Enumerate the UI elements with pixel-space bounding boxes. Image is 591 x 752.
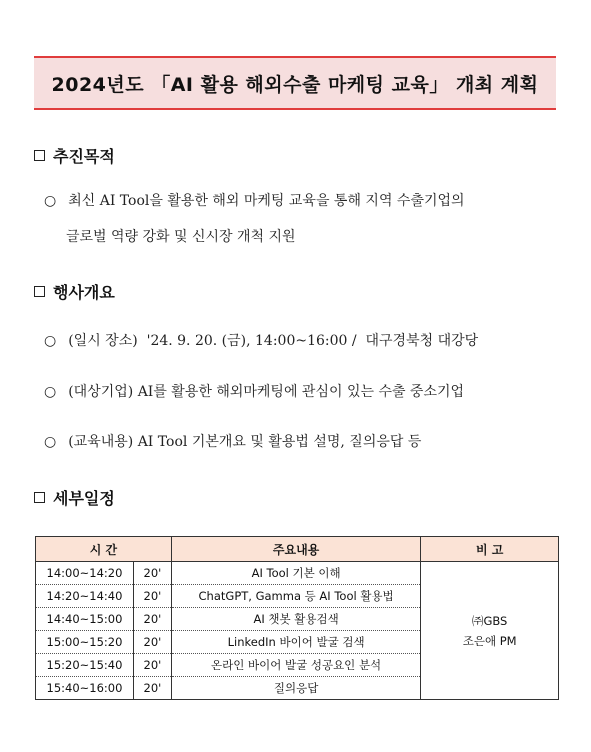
row-time: 15:20~15:40 bbox=[36, 654, 134, 677]
circle-bullet-icon: ○ bbox=[44, 434, 57, 450]
row-note bbox=[421, 562, 559, 700]
row-duration: 20' bbox=[133, 654, 171, 677]
header-content: 주요내용 bbox=[171, 537, 420, 562]
square-bullet-icon bbox=[34, 286, 45, 297]
row-content: ChatGPT, Gamma 등 AI Tool 활용법 bbox=[171, 585, 420, 608]
row-time: 15:00~15:20 bbox=[36, 631, 134, 654]
row-content: AI Tool 기본 이해 bbox=[171, 562, 420, 585]
row-content: 질의응답 bbox=[171, 677, 420, 700]
row-duration: 20' bbox=[133, 608, 171, 631]
document-title-box bbox=[34, 56, 556, 110]
section-purpose-heading: 추진목적 bbox=[34, 144, 115, 167]
row-content: AI 챗봇 활용검색 bbox=[171, 608, 420, 631]
note-person: 조은애 PM bbox=[462, 633, 517, 648]
row-duration: 20' bbox=[133, 562, 171, 585]
row-content: 온라인 바이어 발굴 성공요인 분석 bbox=[171, 654, 420, 677]
overview-item-target: ○ (대상기업) AI를 활용한 해외마케팅에 관심이 있는 수출 중소기업 bbox=[44, 384, 465, 400]
square-bullet-icon bbox=[34, 492, 45, 503]
circle-bullet-icon: ○ bbox=[44, 193, 57, 209]
section-overview-heading: 행사개요 bbox=[34, 280, 115, 303]
overview-item-content: ○ (교육내용) AI Tool 기본개요 및 활용법 설명, 질의응답 등 bbox=[44, 434, 422, 450]
row-time: 14:40~15:00 bbox=[36, 608, 134, 631]
row-time: 15:40~16:00 bbox=[36, 677, 134, 700]
row-duration: 20' bbox=[133, 631, 171, 654]
row-content: LinkedIn 바이어 발굴 검색 bbox=[171, 631, 420, 654]
schedule-table bbox=[35, 536, 559, 700]
overview-item-datetime: ○ (일시 장소) '24. 9. 20. (금), 14:00~16:00 / 대구경북청 대강당 bbox=[44, 333, 479, 349]
table-row bbox=[36, 562, 559, 585]
square-bullet-icon bbox=[34, 150, 45, 161]
note-company: ㈜GBS bbox=[471, 613, 508, 628]
row-duration: 20' bbox=[133, 677, 171, 700]
document-title: 2024년도 「AI 활용 해외수출 마케팅 교육」 개최 계획 bbox=[51, 73, 539, 96]
section-schedule-heading: 세부일정 bbox=[34, 486, 115, 509]
header-note: 비 고 bbox=[421, 537, 559, 562]
header-time: 시 간 bbox=[36, 537, 172, 562]
purpose-bullet-continuation: 글로벌 역량 강화 및 신시장 개척 지원 bbox=[66, 229, 296, 245]
purpose-bullet: ○ 최신 AI Tool을 활용한 해외 마케팅 교육을 통해 지역 수출기업의 bbox=[44, 193, 465, 209]
circle-bullet-icon: ○ bbox=[44, 333, 57, 349]
circle-bullet-icon: ○ bbox=[44, 384, 57, 400]
table-header-row bbox=[36, 537, 559, 562]
row-time: 14:00~14:20 bbox=[36, 562, 134, 585]
row-time: 14:20~14:40 bbox=[36, 585, 134, 608]
row-duration: 20' bbox=[133, 585, 171, 608]
